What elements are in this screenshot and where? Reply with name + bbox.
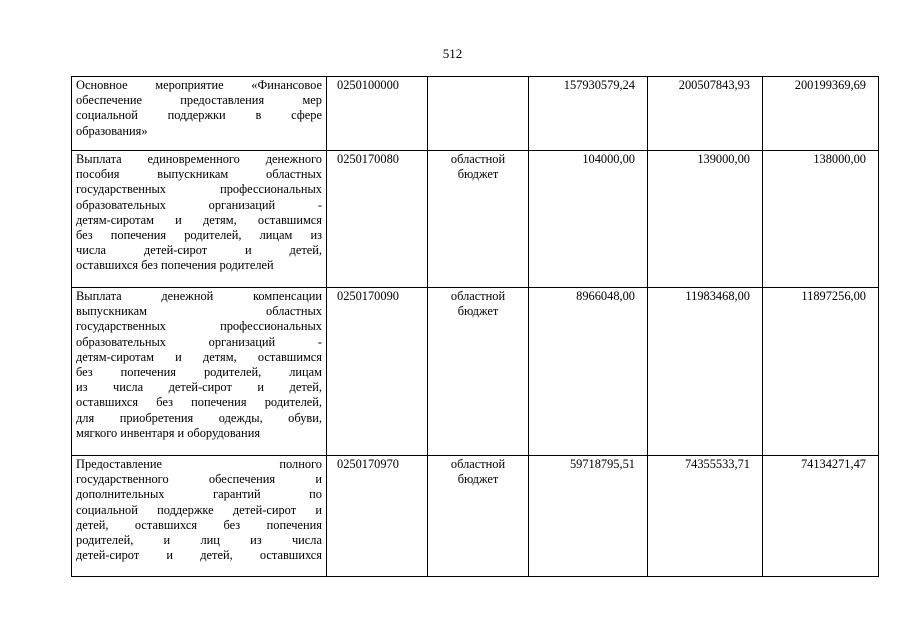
- name-line: детей, оставшихся без попечения: [76, 517, 322, 532]
- table-row: [72, 288, 879, 456]
- name-line: без попечения родителей, лицам из: [76, 228, 322, 243]
- activity-name-cell: [72, 456, 327, 577]
- name-line: Выплата денежной компенсации: [76, 289, 322, 303]
- budget-code-cell: 0250170090: [327, 288, 428, 456]
- amount-cell-3: 74134271,47: [763, 456, 879, 577]
- amount-cell-1: 104000,00: [529, 151, 648, 288]
- table-row: [72, 456, 879, 577]
- amount-cell-2: 139000,00: [648, 151, 763, 288]
- name-line: без попечения родителей, лицам: [76, 365, 322, 380]
- name-line: социальной поддержки в сфере: [76, 108, 322, 123]
- amount-cell-1: 157930579,24: [529, 77, 648, 151]
- budget-code-cell: 0250170970: [327, 456, 428, 577]
- name-line: числа детей-сирот и детей,: [76, 243, 322, 258]
- name-line: из числа детей-сирот и детей,: [76, 380, 322, 395]
- name-line: для приобретения одежды, обуви,: [76, 410, 322, 425]
- name-line: образовательных организаций -: [76, 334, 322, 349]
- name-line: родителей, и лиц из числа: [76, 533, 322, 548]
- name-line: мягкого инвентаря и оборудования: [76, 425, 261, 440]
- table-row: [72, 151, 879, 288]
- name-line: выпускникам областных: [76, 304, 322, 319]
- name-line: Основное мероприятие «Финансовое: [76, 78, 322, 92]
- name-line: пособия выпускникам областных: [76, 167, 322, 182]
- name-line: государственных профессиональных: [76, 182, 322, 197]
- budget-code-cell: 0250100000: [327, 77, 428, 151]
- name-line: оставшихся без попечения родителей,: [76, 395, 322, 410]
- funding-source-cell: [428, 77, 529, 151]
- funding-source-cell: областной бюджет: [428, 151, 529, 288]
- name-line: образовательных организаций -: [76, 197, 322, 212]
- amount-cell-1: 8966048,00: [529, 288, 648, 456]
- table-row: [72, 77, 879, 151]
- activity-name-cell: [72, 288, 327, 456]
- amount-cell-3: 11897256,00: [763, 288, 879, 456]
- name-line: детям-сиротам и детям, оставшимся: [76, 349, 322, 364]
- name-line: детям-сиротам и детям, оставшимся: [76, 212, 322, 227]
- budget-code-cell: 0250170080: [327, 151, 428, 288]
- activity-name-cell: [72, 77, 327, 151]
- name-line: оставшихся без попечения родителей: [76, 258, 274, 273]
- amount-cell-2: 11983468,00: [648, 288, 763, 456]
- name-line: социальной поддержке детей-сирот и: [76, 502, 322, 517]
- funding-source-cell: областной бюджет: [428, 456, 529, 577]
- amount-cell-1: 59718795,51: [529, 456, 648, 577]
- name-line: государственных профессиональных: [76, 319, 322, 334]
- name-line: обеспечение предоставления мер: [76, 93, 322, 108]
- activity-name-cell: [72, 151, 327, 288]
- name-line: государственного обеспечения и: [76, 472, 322, 487]
- amount-cell-2: 74355533,71: [648, 456, 763, 577]
- page-number: 512: [442, 46, 463, 61]
- name-line: детей-сирот и детей, оставшихся: [76, 548, 322, 563]
- funding-source-cell: областной бюджет: [428, 288, 529, 456]
- amount-cell-3: 200199369,69: [763, 77, 879, 151]
- name-line: Предоставление полного: [76, 457, 322, 471]
- name-line: дополнительных гарантий по: [76, 487, 322, 502]
- name-line: образования»: [76, 123, 148, 138]
- amount-cell-2: 200507843,93: [648, 77, 763, 151]
- amount-cell-3: 138000,00: [763, 151, 879, 288]
- name-line: Выплата единовременного денежного: [76, 152, 322, 166]
- budget-table: [71, 76, 879, 577]
